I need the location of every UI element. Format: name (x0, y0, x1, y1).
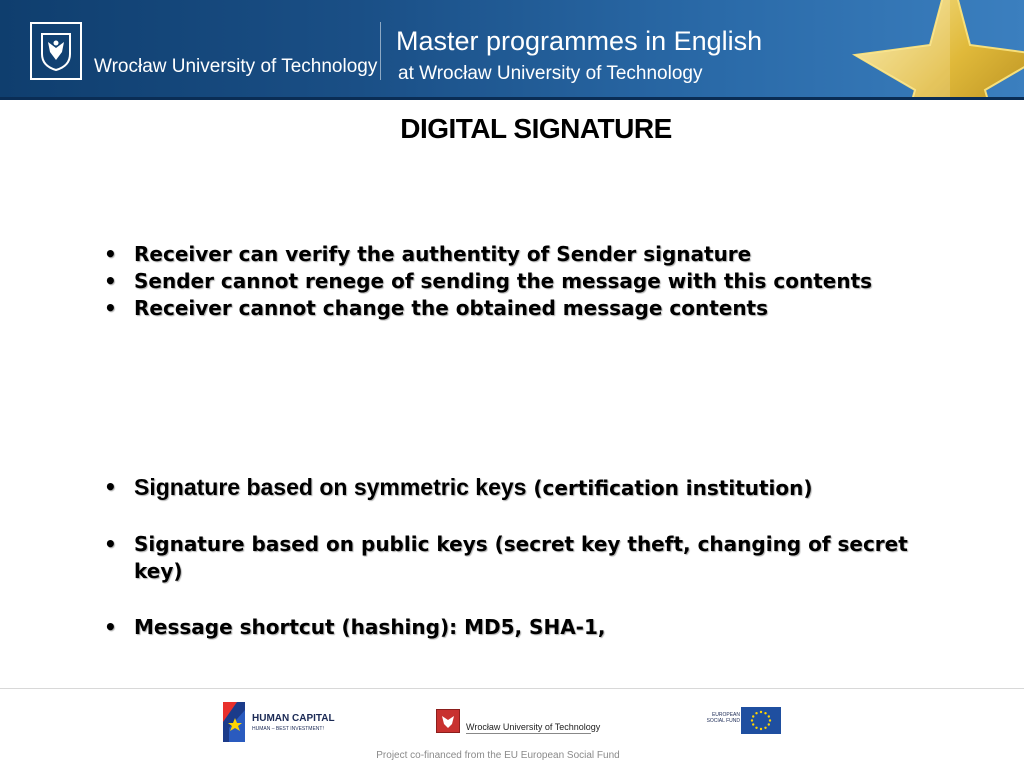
bullet-marker: • (104, 242, 117, 266)
bullet-marker: • (104, 296, 117, 320)
header-divider (380, 22, 381, 80)
bullet-marker: • (104, 475, 117, 499)
header-banner (0, 0, 1024, 100)
list-item (104, 268, 934, 295)
list-item (104, 531, 934, 585)
header-title: Master programmes in English (396, 26, 763, 56)
gold-star-icon (790, 0, 1024, 100)
list-item-text: Signature based on public keys (secret key theft, changing of secret key) (134, 532, 908, 583)
footer-divider (0, 688, 1024, 689)
esf-label (700, 712, 740, 724)
list-item (104, 614, 934, 641)
bullet-marker: • (104, 615, 117, 639)
list-item-text: Sender cannot renege of sending the message with this contents (134, 269, 873, 293)
header-subtitle: at Wrocław University of Technology (398, 63, 703, 84)
human-capital-label: HUMAN CAPITAL (252, 713, 335, 724)
slide-title: DIGITAL SIGNATURE (400, 113, 672, 144)
university-logo (30, 22, 82, 80)
bullet-marker: • (104, 269, 117, 293)
list-item-lead: Signature based on symmetric keys (134, 474, 527, 500)
list-item-text: Receiver can verify the authentity of Sender signature (134, 242, 752, 266)
list-item (104, 241, 934, 268)
footer-university-name: Wrocław University of Technology (466, 722, 601, 732)
eu-flag-icon (741, 707, 781, 734)
eagle-crest-icon (36, 30, 76, 72)
bullet-list-types (104, 474, 934, 670)
list-item-tail: (certification institution) (526, 476, 813, 500)
human-capital-sublabel: HUMAN – BEST INVESTMENT! (252, 726, 324, 732)
list-item (104, 295, 934, 322)
esf-label-line1: EUROPEAN (711, 712, 740, 718)
human-capital-logo-icon (219, 700, 249, 744)
bullet-marker: • (104, 532, 117, 556)
list-item-text: Message shortcut (hashing): MD5, SHA-1, (134, 615, 606, 639)
wut-crest-icon (436, 709, 460, 733)
footer-university-underline (466, 733, 591, 734)
list-item (104, 474, 934, 502)
footer-funding-note: Project co-financed from the EU European Social Fund (376, 750, 620, 761)
list-item-text: Receiver cannot change the obtained message contents (134, 296, 769, 320)
esf-label-line2: SOCIAL FUND (706, 718, 740, 724)
university-name: Wrocław University of Technology (94, 56, 378, 77)
bullet-list-properties (104, 241, 934, 322)
